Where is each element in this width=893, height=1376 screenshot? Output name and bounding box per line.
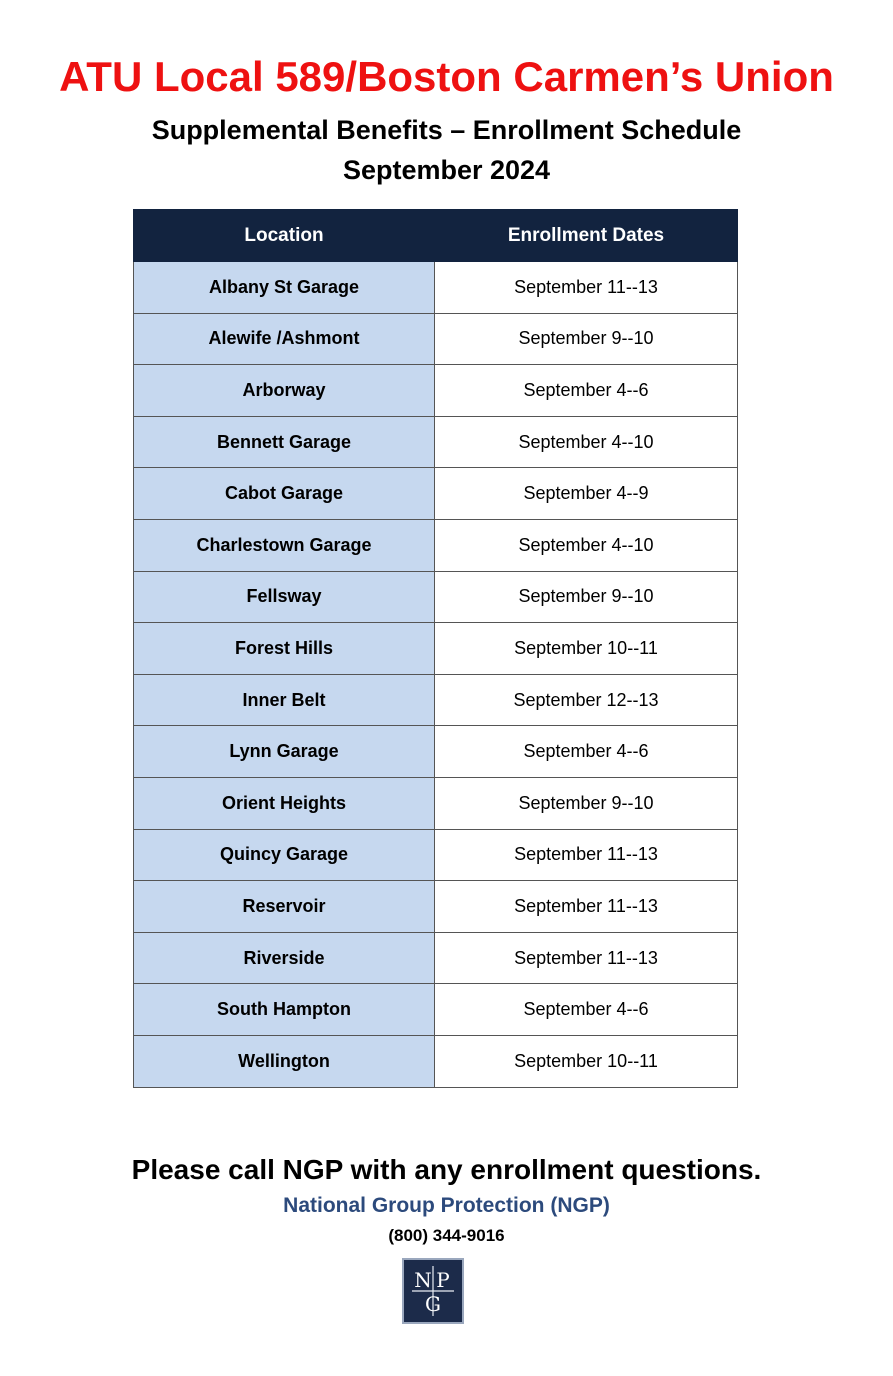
location-cell: Bennett Garage bbox=[134, 416, 435, 468]
table-body bbox=[134, 262, 738, 1088]
page-subtitle: Supplemental Benefits – Enrollment Schedule bbox=[151, 115, 742, 145]
location-cell: Orient Heights bbox=[134, 777, 435, 829]
table-row bbox=[134, 468, 738, 520]
organization-name: National Group Protection (NGP) bbox=[283, 1194, 610, 1217]
enrollment-dates-cell: September 10--11 bbox=[435, 1035, 738, 1087]
table-row bbox=[134, 623, 738, 675]
enrollment-dates-cell: September 11--13 bbox=[435, 932, 738, 984]
enrollment-dates-cell: September 9--10 bbox=[435, 777, 738, 829]
location-cell: Reservoir bbox=[134, 881, 435, 933]
location-cell: Arborway bbox=[134, 365, 435, 417]
table-row bbox=[134, 571, 738, 623]
table-row bbox=[134, 365, 738, 417]
table-row bbox=[134, 932, 738, 984]
svg-text:G: G bbox=[425, 1292, 441, 1316]
enrollment-dates-cell: September 12--13 bbox=[435, 674, 738, 726]
table-row bbox=[134, 416, 738, 468]
svg-text:N: N bbox=[414, 1268, 432, 1292]
location-cell: Charlestown Garage bbox=[134, 519, 435, 571]
location-cell: Riverside bbox=[134, 932, 435, 984]
table-row bbox=[134, 777, 738, 829]
enrollment-dates-cell: September 9--10 bbox=[435, 313, 738, 365]
table-header-row bbox=[134, 210, 738, 262]
table-row bbox=[134, 829, 738, 881]
location-cell: Quincy Garage bbox=[134, 829, 435, 881]
enrollment-dates-cell: September 4--10 bbox=[435, 416, 738, 468]
call-to-action: Please call NGP with any enrollment questions. bbox=[131, 1154, 762, 1185]
location-cell: Albany St Garage bbox=[134, 262, 435, 314]
column-header-dates: Enrollment Dates bbox=[435, 210, 738, 262]
ngp-logo-icon bbox=[402, 1258, 464, 1324]
svg-text:P: P bbox=[436, 1268, 450, 1292]
location-cell: Fellsway bbox=[134, 571, 435, 623]
enrollment-dates-cell: September 4--6 bbox=[435, 984, 738, 1036]
enrollment-dates-cell: September 4--6 bbox=[435, 365, 738, 417]
enrollment-dates-cell: September 4--6 bbox=[435, 726, 738, 778]
column-header-location: Location bbox=[134, 210, 435, 262]
enrollment-dates-cell: September 9--10 bbox=[435, 571, 738, 623]
enrollment-dates-cell: September 10--11 bbox=[435, 623, 738, 675]
table-row bbox=[134, 726, 738, 778]
table-row bbox=[134, 262, 738, 314]
location-cell: Inner Belt bbox=[134, 674, 435, 726]
table-row bbox=[134, 1035, 738, 1087]
table-row bbox=[134, 519, 738, 571]
location-cell: Alewife /Ashmont bbox=[134, 313, 435, 365]
location-cell: Lynn Garage bbox=[134, 726, 435, 778]
enrollment-dates-cell: September 4--9 bbox=[435, 468, 738, 520]
enrollment-dates-cell: September 4--10 bbox=[435, 519, 738, 571]
enrollment-dates-cell: September 11--13 bbox=[435, 881, 738, 933]
location-cell: Forest Hills bbox=[134, 623, 435, 675]
enrollment-dates-cell: September 11--13 bbox=[435, 262, 738, 314]
schedule-month: September 2024 bbox=[342, 155, 551, 185]
location-cell: Cabot Garage bbox=[134, 468, 435, 520]
phone-number: (800) 344-9016 bbox=[388, 1226, 505, 1245]
location-cell: Wellington bbox=[134, 1035, 435, 1087]
enrollment-dates-cell: September 11--13 bbox=[435, 829, 738, 881]
table-row bbox=[134, 313, 738, 365]
table-row bbox=[134, 674, 738, 726]
page-title: ATU Local 589/Boston Carmen’s Union bbox=[59, 53, 834, 100]
enrollment-schedule-table bbox=[133, 209, 738, 1088]
location-cell: South Hampton bbox=[134, 984, 435, 1036]
table-row bbox=[134, 984, 738, 1036]
table-row bbox=[134, 881, 738, 933]
